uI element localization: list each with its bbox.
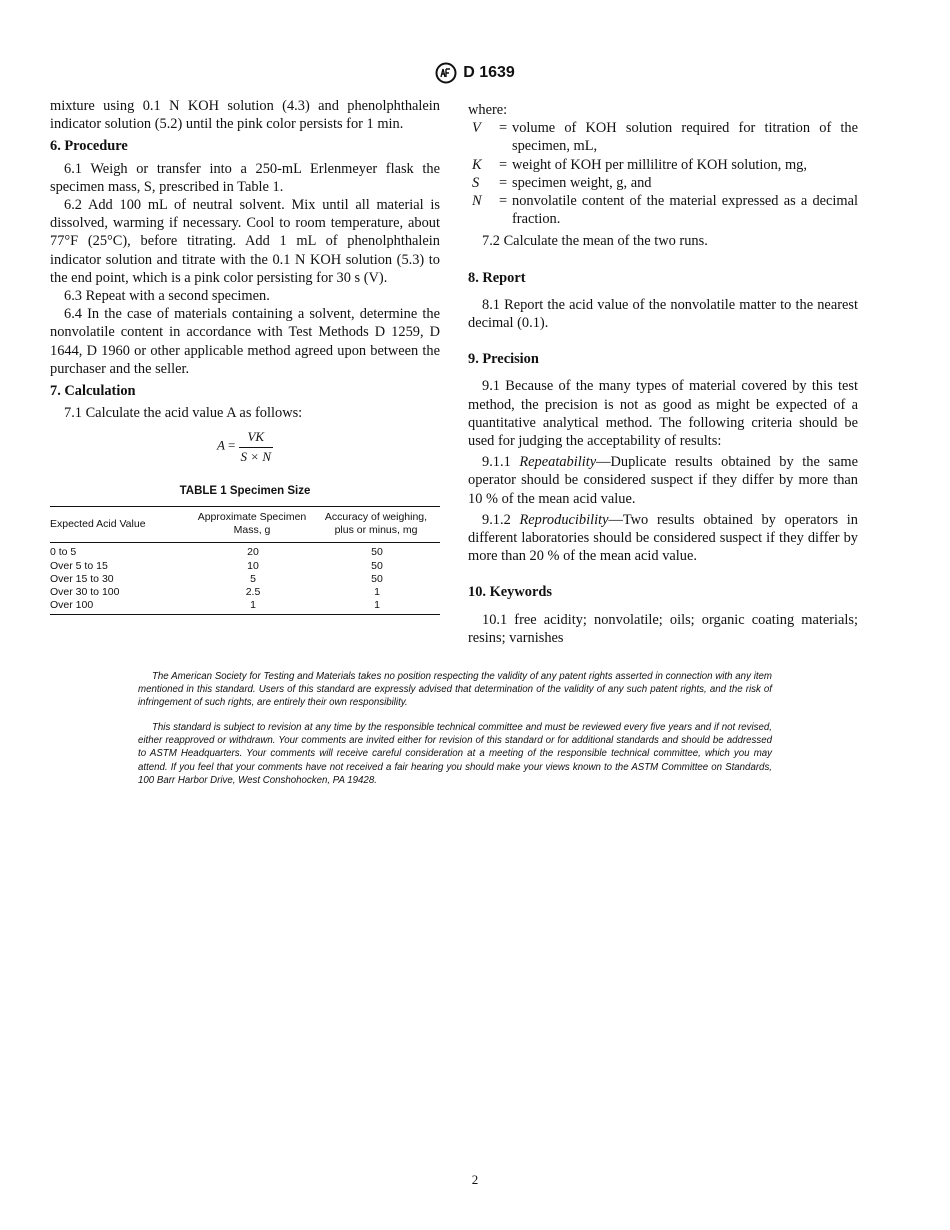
table-row [50, 573, 440, 586]
section-8-heading: 8. Report [468, 269, 526, 286]
paragraph-7-1: 7.1 Calculate the acid value A as follows: [64, 405, 303, 422]
revision-notice: This standard is subject to revision at any time by the responsible technical committee and must be reviewed every five years and if not revised, either reapproved or withdrawn. Your comments are invited either for revision of this standard or for additional standards and should be addressed to ASTM Headquarters. Your comments will receive careful consideration at a meeting of the responsible technical committee, which you may attend. If you feel that your comments have not received a fair hearing you should make your views known to the ASTM Committee on Standards, 100 Barr Harbor Drive, West Conshohocken, PA 19428. [138, 722, 772, 786]
paragraph-9-1-2 [468, 511, 858, 566]
paragraph-7-2: 7.2 Calculate the mean of the two runs. [482, 233, 708, 250]
definition-text: weight of KOH per millilitre of KOH solution, mg, [512, 156, 807, 173]
paragraph-6-1: 6.1 Weigh or transfer into a 250-mL Erlenmeyer flask the specimen mass, S, prescribed in Table 1. [50, 160, 440, 195]
specimen-size-table [50, 506, 440, 615]
formula-equals: = [227, 438, 236, 454]
formula-lhs: A [216, 438, 225, 454]
table-header-row [50, 507, 440, 543]
table-title: TABLE 1 Specimen Size [179, 484, 311, 497]
table-cell: Over 5 to 15 [50, 559, 108, 572]
intro-paragraph: mixture using 0.1 N KOH solution (4.3) and phenolphthalein indicator solution (5.2) until the pink color persists for 1 min. [50, 98, 440, 133]
table-header-cell: Expected Acid Value [50, 507, 192, 543]
variable-definitions [468, 119, 858, 228]
repeatability-term: Repeatability [519, 454, 597, 471]
paragraph-number: 9.1.2 [482, 511, 511, 528]
table-row [50, 586, 440, 599]
paragraph-8-1: 8.1 Report the acid value of the nonvolatile matter to the nearest decimal (0.1). [468, 296, 858, 332]
definition-symbol: K [472, 156, 482, 173]
formula-numerator: VK [239, 428, 273, 447]
section-7-heading: 7. Calculation [50, 383, 136, 400]
definition-equals: = [498, 120, 508, 137]
page-number: 2 [471, 1172, 479, 1187]
table-row [50, 560, 440, 573]
definition-item [472, 156, 858, 174]
table-cell: 0 to 5 [50, 546, 77, 559]
patent-notice: The American Society for Testing and Materials takes no position respecting the validity of any patent rights asserted in connection with any item mentioned in this standard. Users of this standard are expressly advised that determination of the validity of any such patent rights, and the risk of infringement of such rights, are entirely their own responsibility. [138, 671, 772, 709]
paragraph-6-4: 6.4 In the case of materials containing a solvent, determine the nonvolatile content in accordance with Test Methods D 1259, D 1644, D 1960 or other applicable method agreed upon between the purchaser and the seller. [50, 306, 440, 377]
definition-item [472, 192, 858, 228]
section-6-heading: 6. Procedure [50, 138, 128, 155]
table-cell: Over 30 to 100 [50, 586, 120, 599]
page-header [0, 62, 950, 84]
repeatability-text: —Duplicate results obtained by the same operator should be considered suspect if they differ by more than 10 % of the mean acid value. [468, 454, 858, 507]
table-cell: 5 [250, 572, 256, 585]
table-row [50, 599, 440, 615]
table-row [50, 543, 440, 560]
table-header-cell: Approximate Specimen Mass, g [192, 507, 314, 543]
definition-item [472, 119, 858, 155]
document-designation: D 1639 [463, 64, 515, 81]
table-cell: 2.5 [245, 586, 261, 599]
paragraph-6-2: 6.2 Add 100 mL of neutral solvent. Mix until all material is dissolved, warming if necessary. Cool to room temperature, about 77°F (25°C), before titrating. Add 1 mL of phenolphthalein indicator solution and titrate with the 0.1 N KOH solution (5.3) to the end point, which is a pink color persisting for 30 s (V). [50, 197, 440, 286]
definition-item [472, 174, 858, 192]
right-column [468, 97, 858, 647]
astm-logo-icon [435, 62, 457, 84]
formula-fraction [239, 428, 273, 465]
table-cell: 10 [247, 559, 259, 572]
table-header-cell: Accuracy of weighing, plus or minus, mg [314, 507, 440, 543]
section-9-heading: 9. Precision [468, 351, 539, 368]
definition-symbol: V [472, 120, 481, 137]
formula-denominator: S × N [240, 448, 271, 464]
definition-text: specimen weight, g, and [512, 174, 652, 191]
definition-equals: = [498, 156, 508, 173]
table-cell: Over 15 to 30 [50, 572, 114, 585]
table-cell: 50 [371, 559, 383, 572]
definition-text: nonvolatile content of the material expressed as a decimal fraction. [512, 193, 858, 228]
reproducibility-text: —Two results obtained by operators in different laboratories should be considered suspect if they differ by more than 20 % of the mean acid value. [468, 511, 858, 565]
table-cell: 1 [314, 599, 440, 615]
paragraph-9-1: 9.1 Because of the many types of material covered by this test method, the precision is not as good as might be expected of a quantitative analytical method. The following criteria should be used for judging the acceptability of results: [468, 378, 858, 450]
paragraph-10-1: 10.1 free acidity; nonvolatile; oils; organic coating materials; resins; varnishes [468, 611, 858, 646]
legal-footer [138, 670, 772, 787]
acid-value-formula [50, 428, 440, 465]
definition-equals: = [498, 193, 508, 210]
left-column [50, 97, 440, 615]
paragraph-number: 9.1.1 [482, 454, 511, 471]
table-cell: 50 [371, 546, 383, 559]
table-cell: 1 [192, 599, 314, 615]
paragraph-9-1-1 [468, 453, 858, 508]
section-10-heading: 10. Keywords [468, 584, 552, 601]
definition-symbol: S [472, 174, 480, 191]
table-cell: 1 [374, 586, 380, 599]
definition-equals: = [498, 174, 508, 191]
definition-text: volume of KOH solution required for titration of the specimen, mL, [512, 120, 858, 155]
table-cell: Over 100 [50, 599, 192, 615]
where-label: where: [468, 102, 508, 118]
table-cell: 20 [247, 546, 259, 559]
paragraph-6-3: 6.3 Repeat with a second specimen. [64, 288, 270, 305]
definition-symbol: N [472, 193, 482, 210]
table-cell: 50 [371, 572, 383, 585]
reproducibility-term: Reproducibility [519, 511, 609, 528]
